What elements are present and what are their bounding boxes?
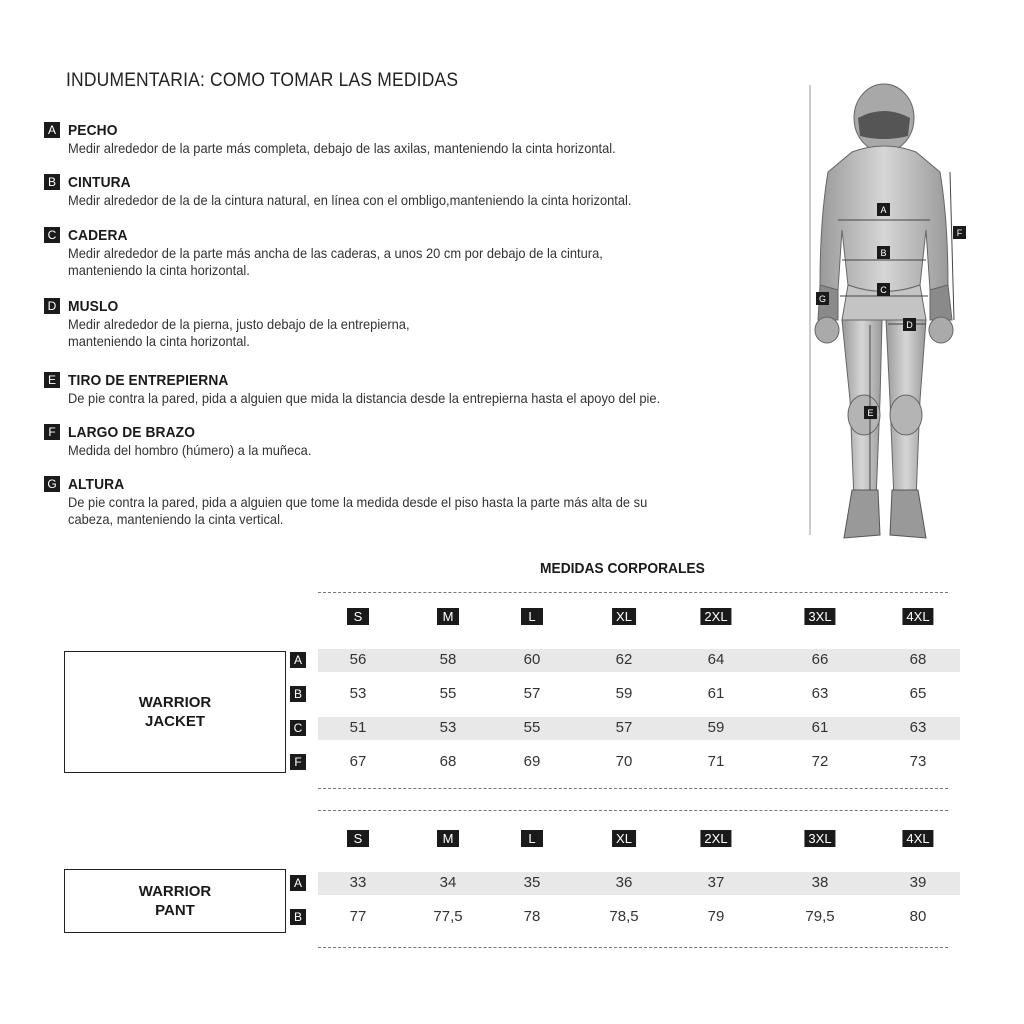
table-title: MEDIDAS CORPORALES [540, 560, 705, 577]
table-cell: 57 [523, 685, 541, 702]
section-letter: G [44, 476, 60, 492]
table-cell: 70 [615, 753, 633, 770]
section-letter: A [44, 122, 60, 138]
divider [318, 947, 948, 948]
section-title: PECHO [68, 121, 118, 139]
section-muslo [44, 296, 804, 370]
section-desc: De pie contra la pared, pida a alguien que mida la distancia desde la entrepierna hasta el apoyo del pie. [68, 390, 661, 406]
table-row [293, 872, 960, 895]
size-label: XL [612, 830, 636, 847]
table-cell: 66 [811, 651, 829, 668]
table-cell: 59 [707, 719, 725, 736]
table-cell: 62 [615, 651, 633, 668]
size-label: L [521, 830, 543, 847]
section-letter: F [44, 424, 60, 440]
section-letter: D [44, 298, 60, 314]
table-row [294, 751, 960, 774]
size-label: L [521, 608, 543, 625]
table-cell: 61 [811, 719, 829, 736]
table-row [293, 649, 960, 672]
row-letter: F [290, 754, 306, 770]
table-cell: 35 [523, 874, 541, 891]
rider-silhouette [780, 80, 980, 550]
section-title: TIRO DE ENTREPIERNA [68, 371, 229, 389]
measurement-instructions [44, 120, 804, 534]
table-cell: 77,5 [433, 908, 463, 925]
product-box-pant [64, 869, 286, 933]
table-cell: 59 [615, 685, 633, 702]
size-label: S [347, 608, 369, 625]
size-label: 3XL [804, 608, 835, 625]
size-label: 3XL [804, 830, 835, 847]
table-cell: 53 [439, 719, 457, 736]
product-name: WARRIOR PANT [138, 883, 212, 919]
table-cell: 71 [707, 753, 725, 770]
page-title: INDUMENTARIA: COMO TOMAR LAS MEDIDAS [66, 70, 459, 91]
table-cell: 57 [615, 719, 633, 736]
section-title: ALTURA [68, 475, 125, 493]
section-title: CINTURA [68, 173, 131, 191]
table-cell: 53 [349, 685, 367, 702]
table-row [293, 683, 960, 706]
product-name: WARRIOR JACKET [138, 694, 212, 730]
section-altura [44, 474, 804, 534]
table-cell: 72 [811, 753, 829, 770]
table-cell: 34 [439, 874, 457, 891]
table-cell: 77 [349, 908, 367, 925]
size-label: XL [612, 608, 636, 625]
size-label: M [437, 608, 459, 625]
table-cell: 80 [909, 908, 927, 925]
size-label: 2XL [700, 830, 731, 847]
row-letter: B [290, 686, 306, 702]
table-cell: 51 [349, 719, 367, 736]
body-figure [780, 80, 980, 550]
table-cell: 55 [523, 719, 541, 736]
section-desc: Medida del hombro (húmero) a la muñeca. [68, 442, 312, 458]
table-cell: 79,5 [805, 908, 835, 925]
divider [318, 592, 948, 593]
size-label: S [347, 830, 369, 847]
table-cell: 39 [909, 874, 927, 891]
table-cell: 60 [523, 651, 541, 668]
table-cell: 63 [909, 719, 927, 736]
figure-label-g: G [816, 292, 829, 305]
figure-label-e: E [864, 406, 877, 419]
table-cell: 68 [909, 651, 927, 668]
table-row [293, 906, 960, 929]
section-letter: C [44, 227, 60, 243]
table-cell: 78 [523, 908, 541, 925]
table-cell: 73 [909, 753, 927, 770]
table-cell: 36 [615, 874, 633, 891]
table-cell: 78,5 [609, 908, 639, 925]
table-cell: 63 [811, 685, 829, 702]
section-desc: Medir alrededor de la parte más ancha de las caderas, a unos 20 cm por debajo de la cintura, manteniendo la cinta horizontal. [68, 245, 603, 278]
table-cell: 65 [909, 685, 927, 702]
size-label: 2XL [700, 608, 731, 625]
section-title: MUSLO [68, 297, 119, 315]
table-cell: 69 [523, 753, 541, 770]
table-cell: 37 [707, 874, 725, 891]
table-cell: 58 [439, 651, 457, 668]
row-letter: A [290, 875, 306, 891]
divider [318, 810, 948, 811]
divider [318, 788, 948, 789]
size-header-jacket [318, 608, 958, 628]
section-letter: B [44, 174, 60, 190]
figure-label-a: A [877, 203, 890, 216]
table-cell: 64 [707, 651, 725, 668]
table-cell: 68 [439, 753, 457, 770]
section-largo-brazo [44, 422, 804, 474]
table-cell: 38 [811, 874, 829, 891]
size-label: 4XL [902, 608, 933, 625]
section-desc: Medir alrededor de la pierna, justo debajo de la entrepierna, manteniendo la cinta horizontal. [68, 316, 410, 349]
table-cell: 56 [349, 651, 367, 668]
product-box-jacket [64, 651, 286, 773]
table-cell: 79 [707, 908, 725, 925]
row-letter: B [290, 909, 306, 925]
table-cell: 55 [439, 685, 457, 702]
table-cell: 33 [349, 874, 367, 891]
figure-label-d: D [903, 318, 916, 331]
section-desc: Medir alrededor de la parte más completa, debajo de las axilas, manteniendo la cinta horizontal. [68, 140, 616, 156]
table-cell: 61 [707, 685, 725, 702]
section-desc: Medir alrededor de la de la cintura natural, en línea con el ombligo,manteniendo la cinta horizontal. [68, 192, 632, 208]
figure-label-b: B [877, 246, 890, 259]
section-cintura [44, 172, 804, 225]
size-label: M [437, 830, 459, 847]
section-cadera [44, 225, 804, 296]
section-letter: E [44, 372, 60, 388]
table-row [293, 717, 960, 740]
figure-label-f: F [953, 226, 966, 239]
table-cell: 67 [349, 753, 367, 770]
section-title: LARGO DE BRAZO [68, 423, 196, 441]
row-letter: C [290, 720, 306, 736]
size-header-pant [318, 830, 958, 850]
section-desc: De pie contra la pared, pida a alguien que tome la medida desde el piso hasta la parte más alta de su cabeza, manteniendo la cinta vertical. [68, 494, 648, 527]
section-pecho [44, 120, 804, 172]
figure-label-c: C [877, 283, 890, 296]
section-title: CADERA [68, 226, 128, 244]
section-tiro-entrepierna [44, 370, 804, 422]
size-label: 4XL [902, 830, 933, 847]
row-letter: A [290, 652, 306, 668]
